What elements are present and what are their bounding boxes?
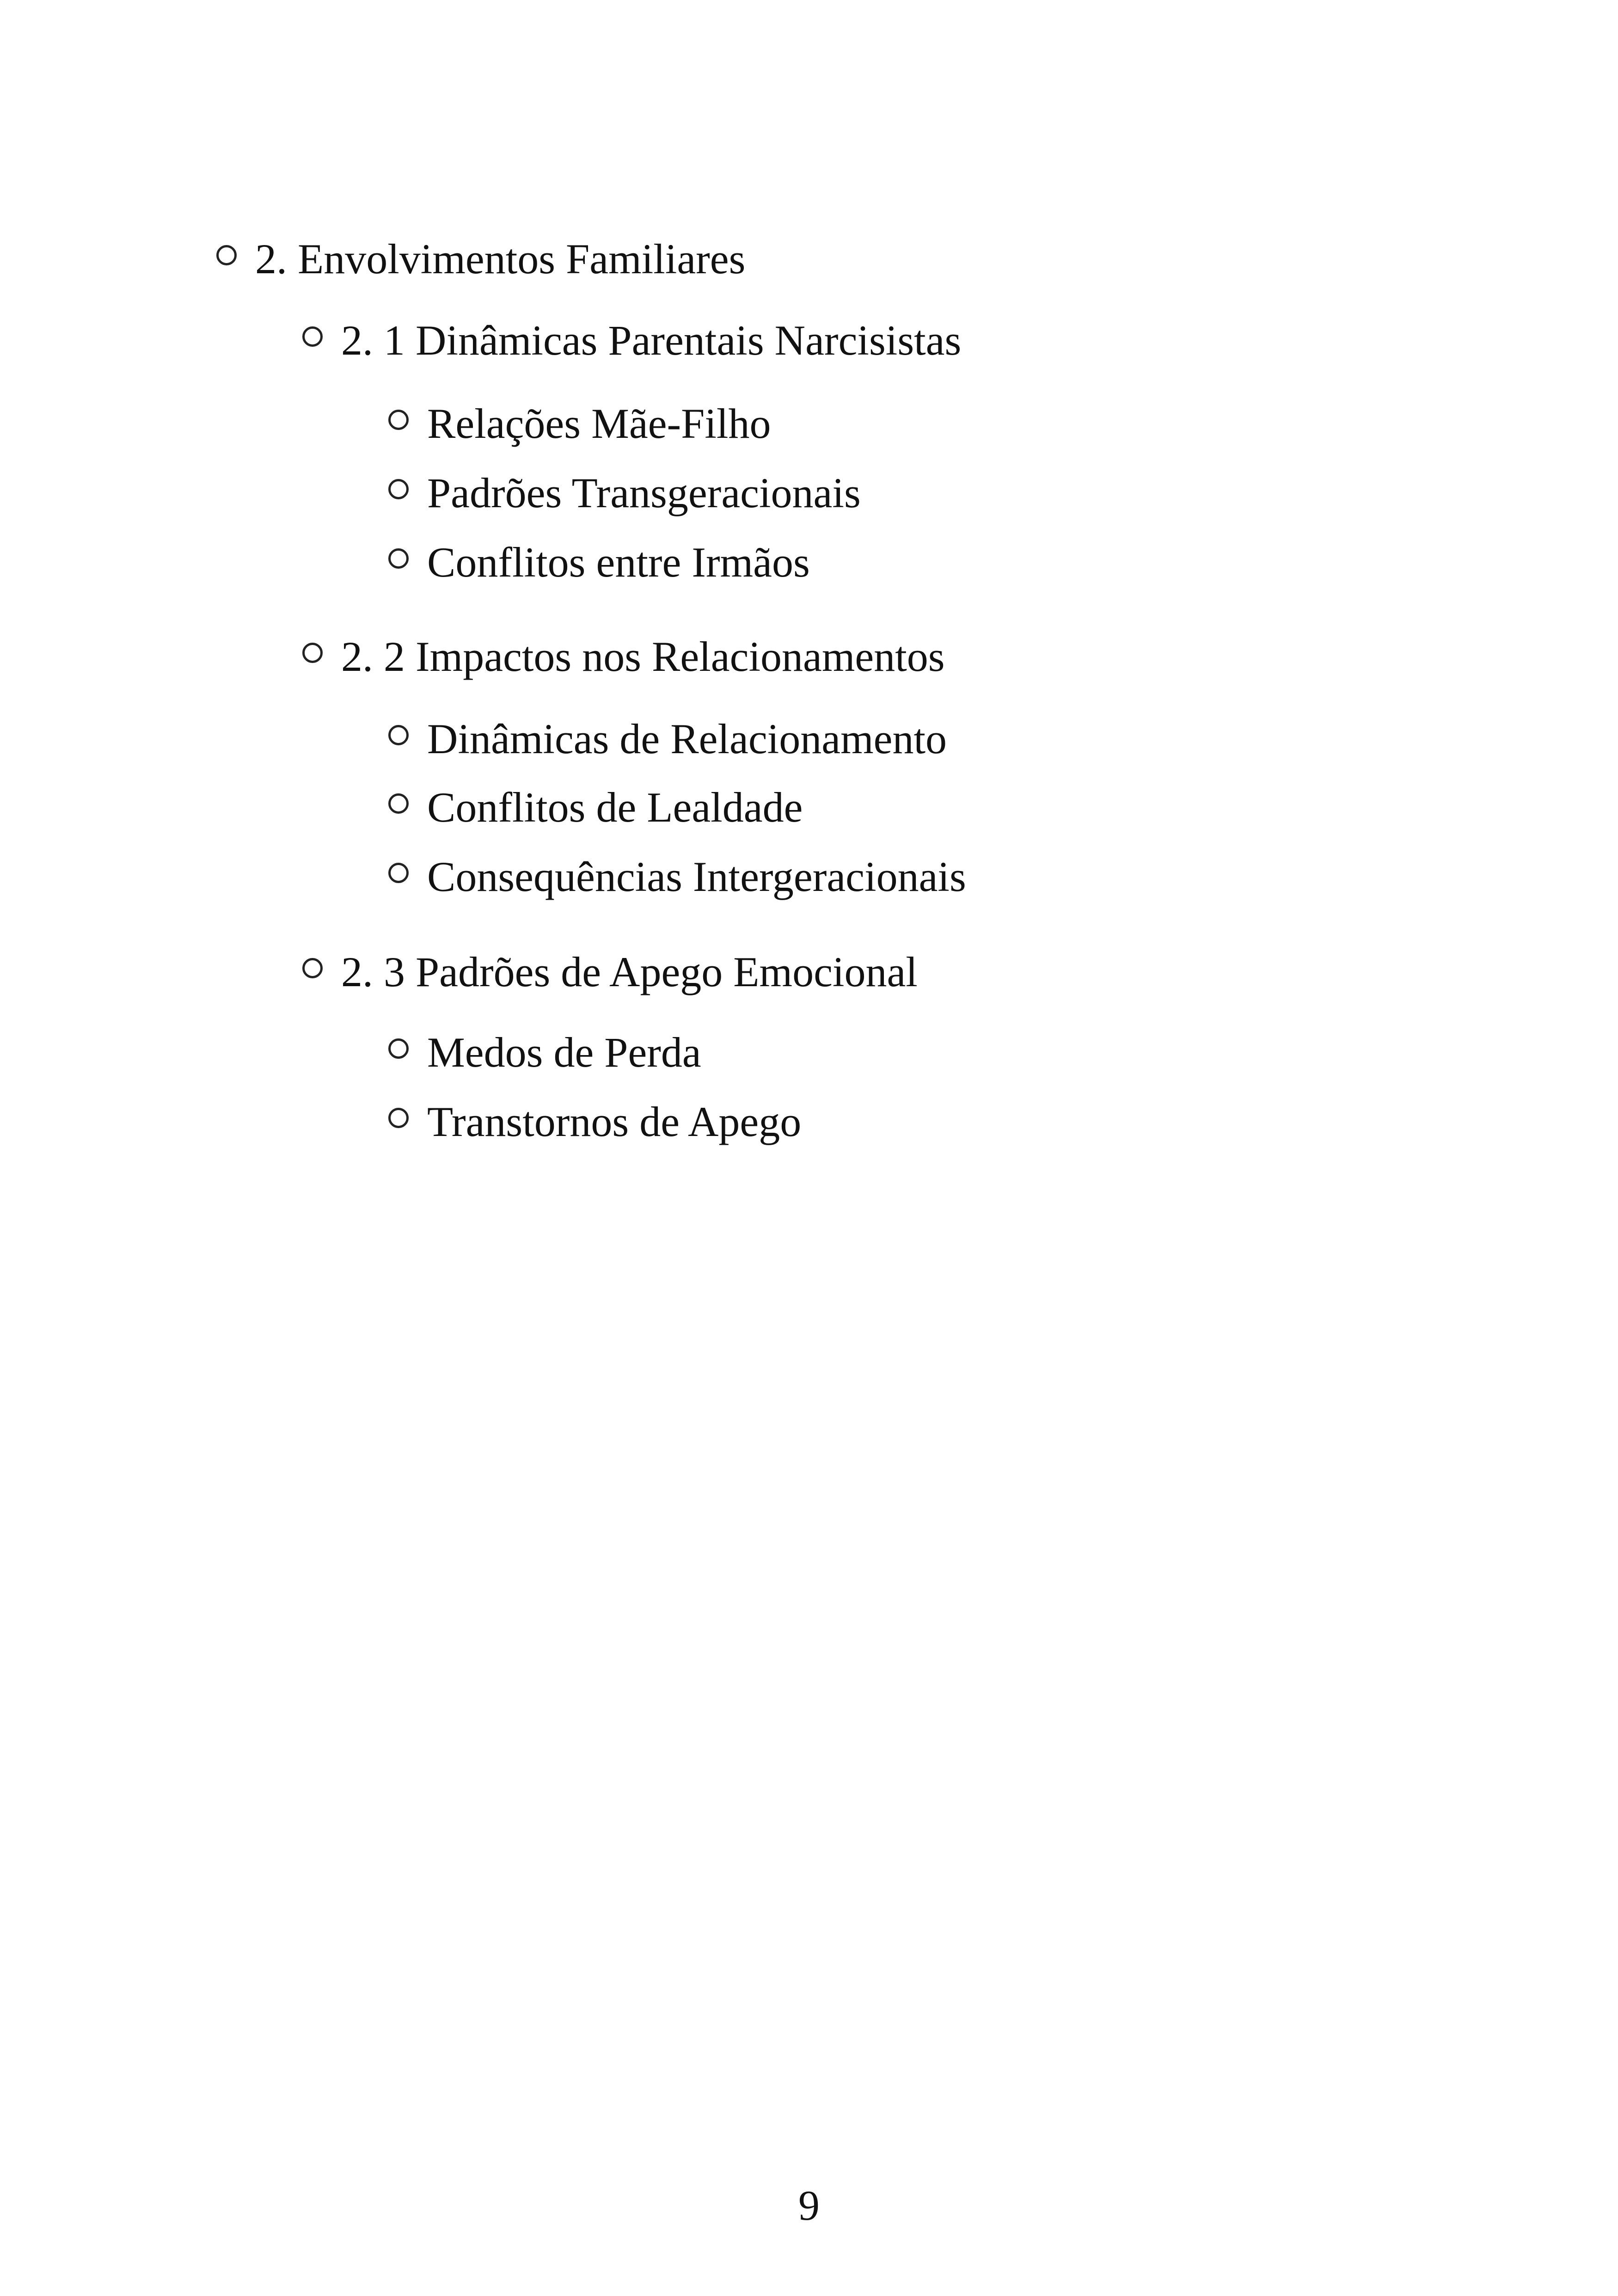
- hollow-circle-bullet-icon: [302, 958, 323, 978]
- outline-subitem-label: Consequências Intergeracionais: [427, 853, 966, 900]
- outline-subitem-label: Padrões Transgeracionais: [427, 469, 861, 516]
- outline-subitem-label: Transtornos de Apego: [427, 1098, 802, 1145]
- outline-item-label: 2. Envolvimentos Familiares: [255, 235, 746, 282]
- outline-section-label: 2. 1 Dinâmicas Parentais Narcisistas: [341, 316, 962, 364]
- hollow-circle-bullet-icon: [302, 643, 323, 663]
- outline-section-label: 2. 3 Padrões de Apego Emocional: [341, 948, 918, 995]
- outline-subitem-label: Conflitos entre Irmãos: [427, 538, 810, 586]
- outline-subitem-label: Conflitos de Lealdade: [427, 783, 803, 831]
- outline-subitem: [388, 706, 947, 762]
- hollow-circle-bullet-icon: [388, 793, 409, 814]
- outline-subitem: [388, 391, 771, 447]
- hollow-circle-bullet-icon: [388, 410, 409, 430]
- outline-item-level1: [216, 227, 745, 282]
- hollow-circle-bullet-icon: [388, 548, 409, 569]
- hollow-circle-bullet-icon: [388, 863, 409, 883]
- outline-subitem-label: Medos de Perda: [427, 1028, 701, 1076]
- outline-subitem: [388, 844, 966, 900]
- outline-subitem: [388, 1089, 801, 1145]
- page-number: 9: [798, 2182, 820, 2229]
- outline-section-heading: [302, 939, 918, 995]
- hollow-circle-bullet-icon: [388, 1108, 409, 1128]
- outline-subitem: [388, 1020, 701, 1075]
- outline-subitem: [388, 460, 861, 516]
- outline-subitem-label: Dinâmicas de Relacionamento: [427, 715, 947, 762]
- outline-section-label: 2. 2 Impactos nos Relacionamentos: [341, 632, 945, 680]
- outline-section-heading: [302, 308, 961, 363]
- hollow-circle-bullet-icon: [388, 1038, 409, 1059]
- outline-subitem: [388, 775, 803, 830]
- hollow-circle-bullet-icon: [302, 326, 323, 347]
- outline-subitem: [388, 530, 810, 585]
- outline-section-heading: [302, 624, 945, 680]
- hollow-circle-bullet-icon: [388, 725, 409, 745]
- hollow-circle-bullet-icon: [388, 479, 409, 499]
- hollow-circle-bullet-icon: [216, 245, 237, 265]
- outline-subitem-label: Relações Mãe-Filho: [427, 399, 771, 447]
